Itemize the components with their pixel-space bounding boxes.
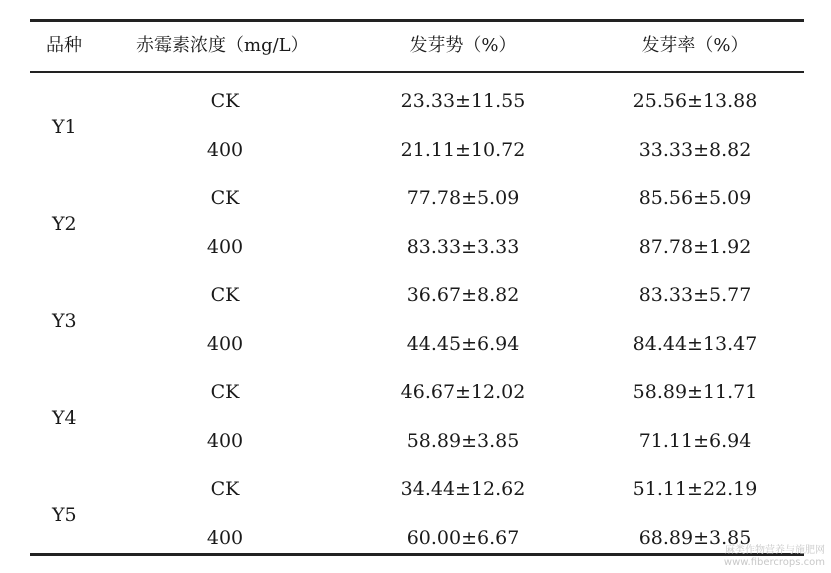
germination-rate-cell: 51.11±22.19 bbox=[632, 478, 758, 500]
germination-rate-cell: 71.11±6.94 bbox=[638, 429, 752, 452]
germination-rate-cell: 85.56±5.09 bbox=[638, 187, 752, 209]
germination-potential-cell: 58.89±3.85 bbox=[406, 429, 520, 452]
table-row bbox=[30, 368, 804, 416]
table-row bbox=[30, 514, 804, 562]
table-row bbox=[30, 126, 804, 174]
concentration-cell: 400 bbox=[206, 138, 244, 161]
concentration-cell: 400 bbox=[206, 332, 244, 355]
concentration-cell: CK bbox=[210, 381, 240, 403]
watermark-line1: 麻类作物营养与施肥网 bbox=[725, 545, 825, 556]
germination-rate-cell: 83.33±5.77 bbox=[638, 284, 752, 306]
watermark-line2: www.fibercrops.com bbox=[723, 557, 825, 568]
germination-potential-cell: 36.67±8.82 bbox=[406, 284, 520, 306]
header-germination-rate: 发芽率（%） bbox=[641, 35, 749, 56]
variety-label: Y1 bbox=[52, 115, 77, 138]
table-row bbox=[30, 417, 804, 465]
table-row bbox=[30, 320, 804, 368]
table-row bbox=[30, 271, 804, 319]
concentration-cell: CK bbox=[210, 187, 240, 209]
concentration-cell: 400 bbox=[206, 429, 244, 452]
variety-label: Y4 bbox=[52, 406, 77, 429]
germination-rate-cell: 84.44±13.47 bbox=[632, 332, 758, 355]
header-germination-potential: 发芽势（%） bbox=[409, 35, 517, 56]
table-row bbox=[30, 223, 804, 271]
watermark bbox=[724, 545, 825, 569]
germination-potential-cell: 21.11±10.72 bbox=[400, 138, 526, 161]
germination-rate-cell: 87.78±1.92 bbox=[638, 235, 752, 258]
concentration-cell: CK bbox=[210, 478, 240, 500]
germination-rate-cell: 68.89±3.85 bbox=[638, 526, 752, 549]
germination-potential-cell: 44.45±6.94 bbox=[406, 332, 520, 355]
germination-rate-cell: 58.89±11.71 bbox=[632, 381, 758, 403]
variety-label: Y2 bbox=[52, 212, 77, 235]
header-variety: 品种 bbox=[46, 35, 82, 56]
variety-label: Y3 bbox=[52, 309, 77, 332]
table-body bbox=[30, 73, 804, 549]
germination-potential-cell: 46.67±12.02 bbox=[400, 381, 526, 403]
germination-potential-cell: 60.00±6.67 bbox=[406, 526, 520, 549]
germination-potential-cell: 83.33±3.33 bbox=[406, 235, 520, 258]
germination-rate-cell: 25.56±13.88 bbox=[632, 90, 758, 112]
variety-label: Y5 bbox=[52, 503, 77, 526]
table-row bbox=[30, 77, 804, 125]
table-header bbox=[30, 22, 804, 71]
table-row bbox=[30, 174, 804, 222]
concentration-cell: CK bbox=[210, 284, 240, 306]
concentration-cell: 400 bbox=[206, 526, 244, 549]
concentration-cell: 400 bbox=[206, 235, 244, 258]
germination-potential-cell: 77.78±5.09 bbox=[406, 187, 520, 209]
germination-rate-cell: 33.33±8.82 bbox=[638, 138, 752, 161]
concentration-cell: CK bbox=[210, 90, 240, 112]
header-concentration: 赤霉素浓度（mg/L） bbox=[136, 35, 309, 56]
table-row bbox=[30, 465, 804, 513]
germination-potential-cell: 23.33±11.55 bbox=[400, 90, 526, 112]
germination-table bbox=[30, 19, 804, 556]
germination-potential-cell: 34.44±12.62 bbox=[400, 478, 526, 500]
